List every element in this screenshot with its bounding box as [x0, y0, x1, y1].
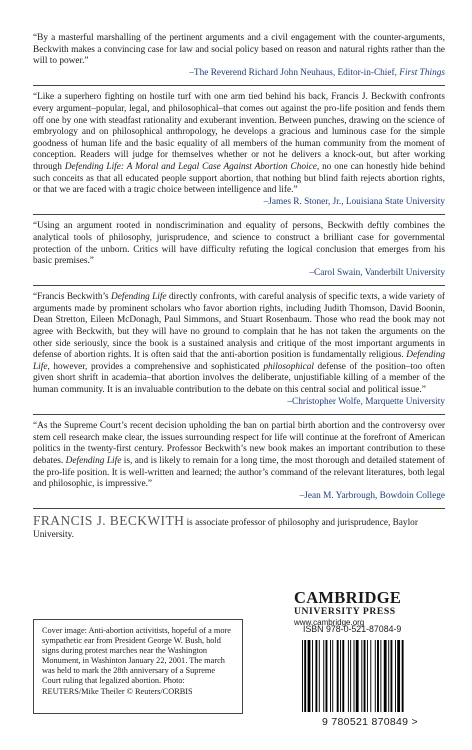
blurb-text-part: , no one can honestly hide behind such conceits as that all educated people support abortion, that nothing but blind faith rejects abortion rights, or that we are faced with a tragic choice between intelligence and life.”	[33, 161, 445, 196]
back-cover-content	[33, 33, 445, 542]
divider	[33, 85, 445, 86]
barcode-bar	[377, 640, 379, 712]
blurb-text-part: “As the Supreme Court’s recent decision upholding the ban on partial birth abortion and the controversy over stem cell research make clear, the issues surrounding respect for life will continue at the forefront of American politics in the twenty-first century. Professor Beckwith’s new book makes an important contribution to these debates.	[33, 421, 445, 466]
isbn-label: ISBN 978-0-521-87084-9	[303, 624, 402, 634]
blurb-text	[33, 92, 445, 196]
book-title: Defending Life	[33, 350, 445, 372]
barcode-bar	[342, 640, 344, 712]
author-bio-text: is associate professor of philosophy and jurisprudence, Baylor University.	[33, 518, 418, 540]
divider	[33, 285, 445, 286]
barcode-bar	[323, 640, 324, 712]
barcode-bar	[308, 640, 311, 712]
blurb-text-part: , however, provides a comprehensive and sophisticated	[47, 361, 264, 372]
barcode-bar	[388, 640, 389, 712]
blurb-1	[33, 33, 445, 79]
attribution-publication: First Things	[399, 67, 445, 78]
book-title: Defending Life	[65, 456, 122, 466]
blurb-text: “Using an argument rooted in nondiscrimination and equality of persons, Beckwith deftly combines the analytical tools of philosophy, jurisprudence, and science to construct a brilliant case for governmental protection of the unborn. Critics will have difficulty refuting the logical conclusion that emerges from his basic premises.”	[33, 221, 445, 267]
attribution-name: –The Reverend Richard John Neuhaus, Editor-in-Chief,	[189, 67, 400, 78]
cover-image-credit: Cover image: Anti-abortion activitists, hopeful of a more sympathetic ear from President George W. Bush, hold signs during protest marches near the Washington Monument, in Washinton January 22, 2001. The march was held to mark the 28th anniversary of a Supreme Court ruling that legalized abortion. Photo: REUTERS/Mike Theiler © Reuters/CORBIS	[33, 619, 243, 714]
barcode-bar	[354, 640, 355, 712]
barcode-bar	[302, 640, 303, 712]
divider	[33, 414, 445, 415]
divider	[33, 508, 445, 509]
barcode-bar	[402, 640, 404, 712]
barcode-bar	[370, 640, 371, 712]
barcode-bar	[330, 640, 331, 712]
barcode-bar	[348, 640, 349, 712]
book-title: Defending Life: A Moral and Legal Case Against Abortion Choice	[64, 161, 317, 172]
blurb-attribution: –Jean M. Yarbrough, Bowdoin College	[299, 490, 445, 501]
publisher-url: www.cambridge.org	[294, 618, 365, 627]
blurb-text-part: defense of the position–too often given short shrift in academia–that abortion involves the deliberate, unjustifiable killing of a member of the human community. It is an invaluable contribution to the debate on this central social and political issue.”	[33, 361, 445, 396]
blurb-2	[33, 92, 445, 208]
publisher-name: CAMBRIDGE	[294, 588, 402, 607]
blurb-3	[33, 221, 445, 279]
blurb-text-part: directly confronts, with careful analysis of specific texts, a wide variety of arguments made by prominent scholars who favor abortion rights, including Judith Thomson, David Boonin, Dean Stretton, Eileen McDonagh, Paul Simmons, and Stuart Rosenbaum. Those who read the book may not agree with Beckwith, but they will have no ground to complain that he has not taken the arguments on the other side seriously, since the book is a sustained analysis and critique of the most important arguments in defense of abortion rights. It is often said that the anti-abortion position is fundamentally religious.	[33, 292, 446, 361]
blurb-text	[33, 421, 445, 491]
barcode-digits: 9 780521 870849 >	[322, 716, 418, 728]
barcode-bar	[312, 640, 313, 712]
author-name: FRANCIS J. BECKWITH	[33, 513, 185, 529]
publisher-subtitle: UNIVERSITY PRESS	[294, 606, 396, 617]
barcode-bar	[315, 640, 317, 712]
barcode-icon	[300, 640, 440, 715]
barcode-bar	[397, 640, 400, 712]
barcode-bar	[390, 640, 392, 712]
barcode-bar	[380, 640, 381, 712]
barcode-bar	[364, 640, 366, 712]
blurb-attribution: –Carol Swain, Vanderbilt University	[309, 267, 445, 278]
barcode-bar	[350, 640, 351, 712]
emphasis: philosophical	[263, 361, 314, 372]
barcode-bar	[356, 640, 359, 712]
barcode-graphic	[300, 640, 440, 715]
blurb-attribution	[33, 68, 445, 80]
blurb-text: “By a masterful marshalling of the pertinent arguments and a civil engagement with the counter-arguments, Beckwith makes a convincing case for law and social policy based on reason and natural rights rather than the will to power.”	[33, 33, 445, 67]
barcode-bar	[326, 640, 328, 712]
barcode-bar	[395, 640, 396, 712]
book-title: Defending Life	[111, 292, 167, 303]
barcode-bar	[304, 640, 306, 712]
barcode-bar	[340, 640, 341, 712]
blurb-4	[33, 292, 445, 408]
blurb-attribution: –James R. Stoner, Jr., Louisiana State University	[263, 196, 445, 207]
barcode-bar	[332, 640, 333, 712]
blurb-text-part: is, and is likely to remain for a long time, the most thorough and detailed statement of the pro-life position. It is well-written and learned; the author’s command of the relevant literatures, both legal and philosophic, is impressive.”	[33, 456, 446, 490]
divider	[33, 214, 445, 215]
blurb-attribution: –Christopher Wolfe, Marquette University	[287, 396, 445, 407]
blurb-text-part: “Francis Beckwith’s	[33, 292, 112, 303]
barcode-bar	[367, 640, 368, 712]
blurb-text-part: “Like a superhero fighting on hostile turf with one arm tied behind his back, Francis J. Beckwith confronts every argument–popular, legal, and philosophical–that comes out against the pro-life position and fends them off one by one with steadfast rationality and exuberant invention. Between punches, drawing on the science of embryology and on philosophical anthropology, he develops a gracious and luminous case for the simple goodness of human life and the basic equality of all members of the human community from the moment of conception. Readers will judge for themselves whether or not he delivers a knock-out, but after working through	[33, 92, 445, 172]
barcode-bar	[361, 640, 362, 712]
barcode-bar	[384, 640, 387, 712]
blurb-text	[33, 292, 445, 396]
blurb-5	[33, 421, 445, 502]
barcode-bar	[337, 640, 339, 712]
publisher-logo	[294, 589, 454, 628]
barcode-bar	[319, 640, 320, 712]
author-bio	[33, 515, 445, 541]
barcode-bar	[375, 640, 376, 712]
